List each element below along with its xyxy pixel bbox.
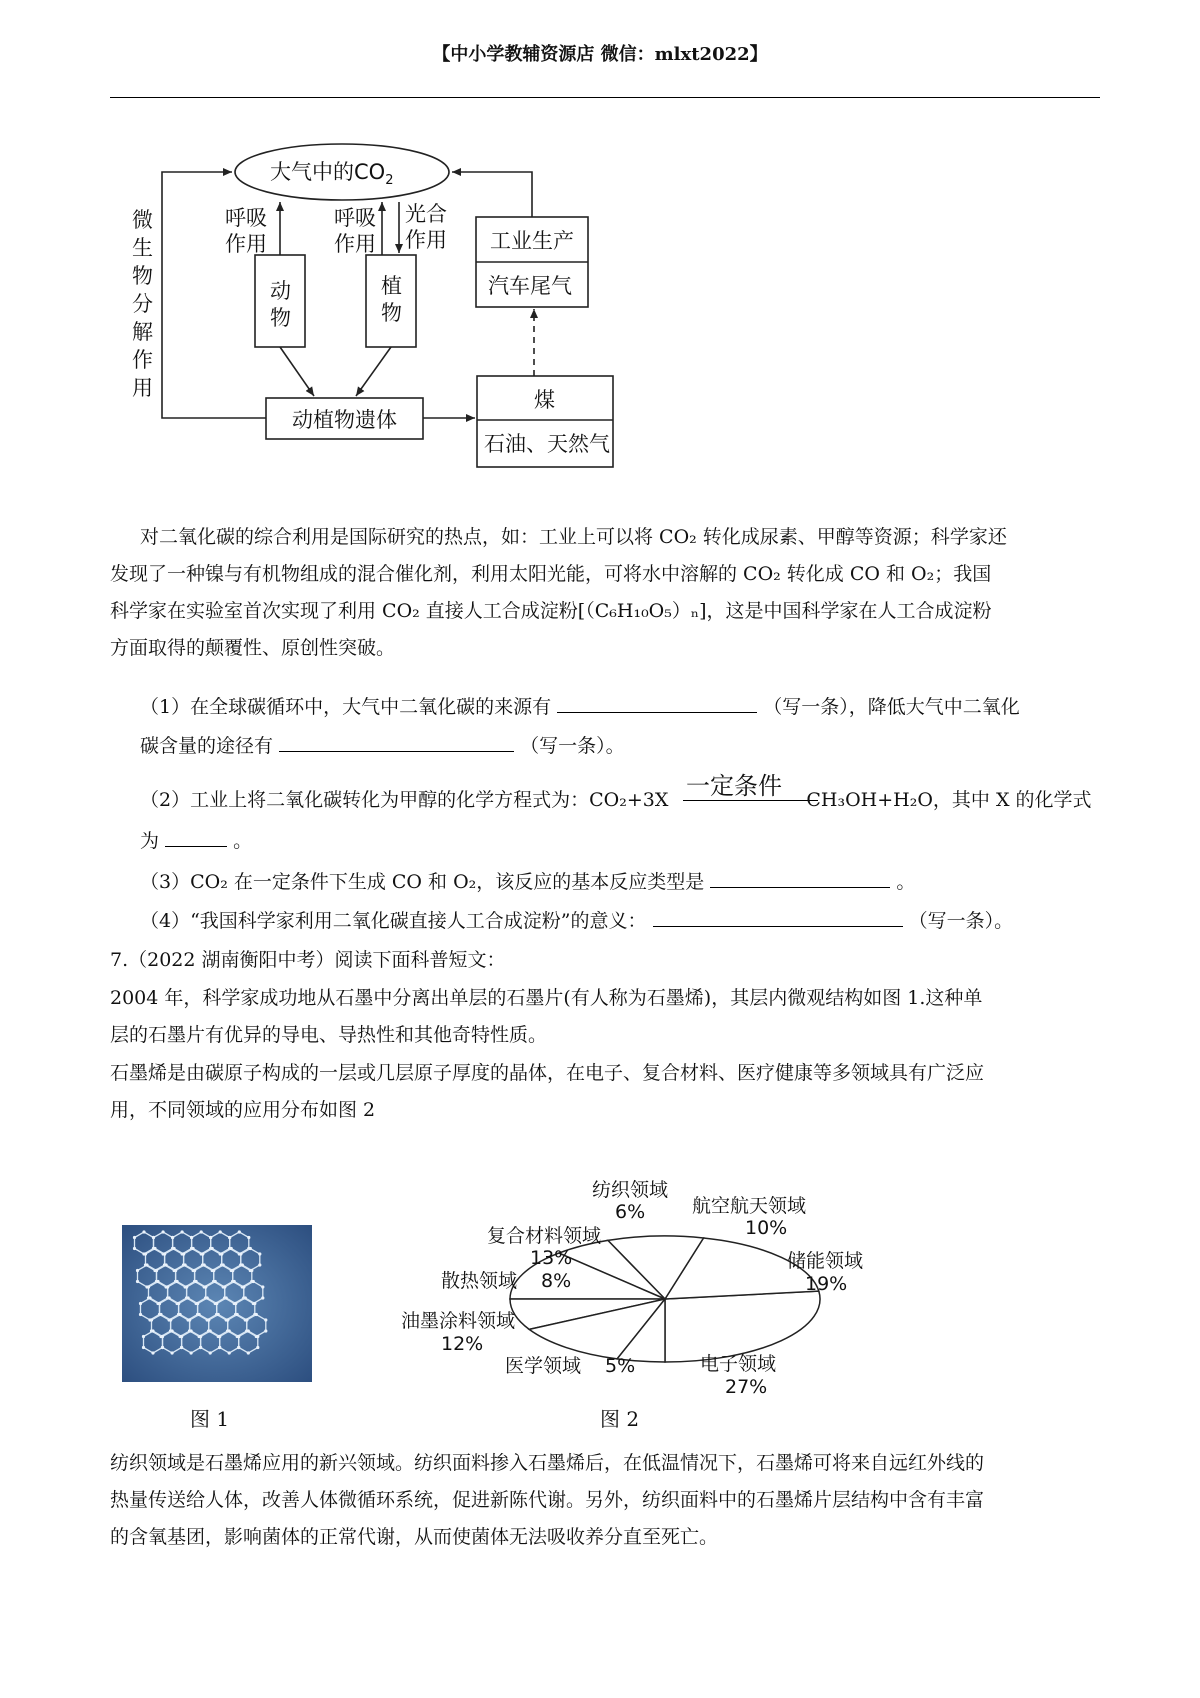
photosynthesis-label: 光合 bbox=[405, 202, 447, 226]
carbon-atom bbox=[153, 1247, 156, 1250]
carbon-cycle-diagram bbox=[120, 135, 680, 515]
text-line: 的含氧基团，影响菌体的正常代谢，从而使菌体无法吸收养分直至死亡。 bbox=[110, 1526, 719, 1548]
carbon-atom bbox=[152, 1236, 155, 1239]
carbon-atom bbox=[214, 1280, 217, 1283]
intro-paragraph bbox=[110, 519, 1100, 667]
answer-blank[interactable] bbox=[557, 696, 757, 713]
carbon-atom bbox=[222, 1263, 225, 1266]
plant-label: 植 bbox=[381, 274, 402, 298]
carbon-atom bbox=[237, 1335, 240, 1338]
carbon-atom bbox=[264, 1318, 267, 1321]
carbon-atom bbox=[171, 1351, 174, 1354]
carbon-atom bbox=[237, 1346, 240, 1349]
carbon-atom bbox=[256, 1335, 259, 1338]
carbon-atom bbox=[166, 1285, 169, 1288]
atmosphere-label: 大气中的$CO_2$ bbox=[270, 160, 394, 188]
carbon-atom bbox=[196, 1302, 199, 1305]
respiration-label: 作用 bbox=[225, 232, 267, 256]
text-line: 发现了一种镍与有机物组成的混合催化剂，利用太阳光能，可将水中溶解的 CO₂ 转化成 CO 和 O₂；我国 bbox=[110, 563, 992, 585]
carbon-atom bbox=[165, 1263, 168, 1266]
carbon-atom bbox=[252, 1280, 255, 1283]
carbon-atom bbox=[184, 1263, 187, 1266]
carbon-atom bbox=[180, 1346, 183, 1349]
carbon-atom bbox=[156, 1280, 159, 1283]
q7-paragraph-2 bbox=[110, 1055, 1100, 1129]
carbon-atom bbox=[247, 1236, 250, 1239]
carbon-atom bbox=[147, 1285, 150, 1288]
carbon-atom bbox=[169, 1318, 172, 1321]
carbon-atom bbox=[185, 1285, 188, 1288]
carbon-atom bbox=[161, 1346, 164, 1349]
oil-gas-label: 石油、天然气 bbox=[484, 432, 610, 456]
pie-label-composite: 复合材料领域 bbox=[487, 1225, 602, 1247]
carbon-atom bbox=[242, 1285, 245, 1288]
carbon-atom bbox=[187, 1296, 190, 1299]
carbon-atom bbox=[264, 1329, 267, 1332]
carbon-atom bbox=[247, 1351, 250, 1354]
carbon-atom bbox=[253, 1302, 256, 1305]
carbon-atom bbox=[231, 1269, 234, 1272]
carbon-atom bbox=[250, 1269, 253, 1272]
carbon-atom bbox=[190, 1351, 193, 1354]
text-line: 科学家在实验室首次实现了利用 CO₂ 直接人工合成淀粉[（C₆H₁₀O₅）ₙ]，这是中国科学家在人工合成淀粉 bbox=[110, 600, 992, 622]
carbon-atom bbox=[200, 1230, 203, 1233]
carbon-atom bbox=[173, 1247, 176, 1250]
carbon-atom bbox=[174, 1269, 177, 1272]
carbon-atom bbox=[209, 1351, 212, 1354]
graphene-structure-image bbox=[122, 1225, 312, 1382]
carbon-atom bbox=[245, 1318, 248, 1321]
carbon-atom bbox=[225, 1296, 228, 1299]
pie-label-electronics: 电子领域 bbox=[700, 1353, 777, 1375]
carbon-atom bbox=[261, 1285, 264, 1288]
carbon-atom bbox=[171, 1329, 174, 1332]
carbon-atom bbox=[163, 1252, 166, 1255]
carbon-atom bbox=[179, 1313, 182, 1316]
carbon-atom bbox=[256, 1346, 259, 1349]
carbon-atom bbox=[220, 1252, 223, 1255]
pie-slice-electronics bbox=[665, 1291, 820, 1362]
text-line: 用，不同领域的应用分布如图 2 bbox=[110, 1099, 376, 1121]
carbon-atom bbox=[199, 1335, 202, 1338]
carbon-atom bbox=[230, 1247, 233, 1250]
carbon-atom bbox=[159, 1313, 162, 1316]
microbe-char: 物 bbox=[132, 264, 153, 288]
question-1-line-1: （1）在全球碳循环中，大气中二氧化碳的来源有 （写一条），降低大气中二氧化 bbox=[140, 696, 1020, 718]
carbon-atom bbox=[223, 1285, 226, 1288]
carbon-atom bbox=[219, 1230, 222, 1233]
respiration-label: 呼吸 bbox=[225, 206, 267, 230]
carbon-atom bbox=[236, 1313, 239, 1316]
respiration-label: 呼吸 bbox=[334, 206, 376, 230]
carbon-atom bbox=[247, 1329, 250, 1332]
text-line: 层的石墨片有优异的导电、导热性和其他奇特性质。 bbox=[110, 1024, 548, 1046]
carbon-atom bbox=[148, 1296, 151, 1299]
carbon-atom bbox=[261, 1296, 264, 1299]
carbon-atom bbox=[195, 1280, 198, 1283]
carbon-atom bbox=[161, 1335, 164, 1338]
carbon-atom bbox=[139, 1313, 142, 1316]
plant-label: 物 bbox=[381, 301, 402, 325]
carbon-atom bbox=[158, 1302, 161, 1305]
carbon-atom bbox=[211, 1247, 214, 1250]
carbon-atom bbox=[255, 1313, 258, 1316]
animal-label: 物 bbox=[270, 306, 291, 330]
carbon-atom bbox=[218, 1335, 221, 1338]
header-rule bbox=[110, 97, 1100, 98]
pie-value-medical: 5% bbox=[605, 1355, 636, 1377]
microbe-char: 作 bbox=[132, 348, 153, 372]
question-1-line-2: 碳含量的途径有 （写一条）。 bbox=[140, 735, 625, 757]
carbon-atom bbox=[182, 1252, 185, 1255]
pie-value-energy-storage: 19% bbox=[805, 1273, 848, 1295]
plant-to-remains-arrow bbox=[356, 347, 391, 396]
photosynthesis-label: 作用 bbox=[405, 228, 447, 252]
carbon-atom bbox=[144, 1252, 147, 1255]
pie-label-textile: 纺织领域 bbox=[592, 1179, 669, 1201]
carbon-atom bbox=[198, 1313, 201, 1316]
text-line: 热量传送给人体，改善人体微循环系统，促进新陈代谢。另外，纺织面料中的石墨烯片层结构中含有丰富 bbox=[110, 1489, 985, 1511]
carbon-atom bbox=[190, 1329, 193, 1332]
carbon-atom bbox=[151, 1351, 154, 1354]
carbon-atom bbox=[212, 1269, 215, 1272]
carbon-atom bbox=[155, 1269, 158, 1272]
carbon-atom bbox=[209, 1236, 212, 1239]
answer-blank[interactable] bbox=[279, 735, 514, 752]
carbon-atom bbox=[136, 1280, 139, 1283]
carbon-atom bbox=[133, 1236, 136, 1239]
carbon-atom bbox=[238, 1230, 241, 1233]
pie-value-electronics: 27% bbox=[725, 1376, 768, 1397]
carbon-atom bbox=[150, 1318, 153, 1321]
respiration-label: 作用 bbox=[334, 232, 376, 256]
pie-value-ink-coating: 12% bbox=[441, 1333, 484, 1355]
page-header: 【中小学教辅资源店 微信：mlxt2022】 bbox=[432, 44, 768, 65]
microbe-char: 生 bbox=[132, 236, 153, 260]
carbon-atom bbox=[206, 1296, 209, 1299]
remains-label: 动植物遗体 bbox=[292, 408, 397, 432]
pie-label-energy-storage: 储能领域 bbox=[787, 1250, 864, 1272]
carbon-atom bbox=[171, 1236, 174, 1239]
question-3: （3）CO₂ 在一定条件下生成 CO 和 O₂，该反应的基本反应类型是 。 bbox=[140, 871, 916, 893]
carbon-atom bbox=[142, 1335, 145, 1338]
carbon-atom bbox=[218, 1346, 221, 1349]
carbon-atom bbox=[139, 1302, 142, 1305]
carbon-atom bbox=[176, 1280, 179, 1283]
carbon-atom bbox=[234, 1302, 237, 1305]
carbon-atom bbox=[226, 1318, 229, 1321]
pie-value-composite: 13% bbox=[530, 1247, 573, 1269]
carbon-atom bbox=[233, 1280, 236, 1283]
carbon-atom bbox=[241, 1263, 244, 1266]
carbon-atom bbox=[228, 1351, 231, 1354]
carbon-atom bbox=[203, 1263, 206, 1266]
carbon-atom bbox=[228, 1329, 231, 1332]
carbon-atom bbox=[162, 1230, 165, 1233]
carbon-atom bbox=[181, 1230, 184, 1233]
carbon-atom bbox=[142, 1346, 145, 1349]
exhaust-label: 汽车尾气 bbox=[488, 274, 572, 298]
text-line: 纺织领域是石墨烯应用的新兴领域。纺织面料掺入石墨烯后，在低温情况下，石墨烯可将来自远红外线的 bbox=[110, 1452, 985, 1474]
microbe-char: 用 bbox=[132, 376, 153, 400]
carbon-atom bbox=[145, 1263, 148, 1266]
carbon-atom bbox=[244, 1296, 247, 1299]
carbon-atom bbox=[133, 1247, 136, 1250]
carbon-atom bbox=[201, 1252, 204, 1255]
question-2-line-2: 为 。 bbox=[140, 830, 253, 852]
industry-label: 工业生产 bbox=[490, 229, 574, 253]
carbon-atom bbox=[136, 1269, 139, 1272]
carbon-atom bbox=[258, 1263, 261, 1266]
figure-2-caption: 图 2 bbox=[600, 1407, 640, 1431]
q7-paragraph-1 bbox=[110, 980, 1100, 1054]
figure-1-caption: 图 1 bbox=[190, 1407, 230, 1431]
text-line: 对二氧化碳的综合利用是国际研究的热点，如：工业上可以将 CO₂ 转化成尿素、甲醇等资源；科学家还 bbox=[140, 526, 1007, 548]
pie-value-heat-dissipation: 8% bbox=[541, 1270, 572, 1292]
carbon-atom bbox=[207, 1318, 210, 1321]
pie-label-ink-coating: 油墨涂料领域 bbox=[401, 1310, 516, 1332]
text-line: 方面取得的颠覆性、原创性突破。 bbox=[110, 637, 396, 659]
question-4: （4）“我国科学家利用二氧化碳直接人工合成淀粉”的意义： （写一条）。 bbox=[140, 910, 1014, 932]
q7-paragraph-3 bbox=[110, 1445, 1100, 1556]
carbon-atom bbox=[151, 1329, 154, 1332]
carbon-atom bbox=[228, 1236, 231, 1239]
answer-blank[interactable] bbox=[653, 910, 903, 927]
carbon-atom bbox=[193, 1269, 196, 1272]
question-2-line-1: （2）工业上将二氧化碳转化为甲醇的化学方程式为：CO₂+3X CH₃OH+H₂O，其中 X 的化学式 bbox=[140, 789, 1092, 811]
microbe-char: 分 bbox=[132, 292, 153, 316]
answer-blank[interactable] bbox=[165, 830, 227, 847]
carbon-atom bbox=[180, 1335, 183, 1338]
microbe-char: 微 bbox=[132, 208, 153, 232]
pie-label-medical: 医学领域 bbox=[505, 1355, 582, 1377]
carbon-atom bbox=[249, 1247, 252, 1250]
animal-to-remains-arrow bbox=[280, 347, 314, 396]
carbon-atom bbox=[209, 1329, 212, 1332]
application-pie-chart bbox=[395, 1172, 895, 1397]
microbe-char: 解 bbox=[132, 320, 153, 344]
carbon-atom bbox=[168, 1296, 171, 1299]
carbon-atom bbox=[215, 1302, 218, 1305]
text-line: 石墨烯是由碳原子构成的一层或几层原子厚度的晶体，在电子、复合材料、医疗健康等多领域具有广泛应 bbox=[110, 1062, 985, 1084]
carbon-atom bbox=[142, 1230, 145, 1233]
carbon-atom bbox=[188, 1318, 191, 1321]
carbon-atom bbox=[177, 1302, 180, 1305]
carbon-atom bbox=[258, 1252, 261, 1255]
carbon-atom bbox=[192, 1247, 195, 1250]
carbon-atom bbox=[239, 1252, 242, 1255]
question-7-title: 7.（2022 湖南衡阳中考）阅读下面科普短文： bbox=[110, 949, 506, 971]
carbon-atom bbox=[204, 1285, 207, 1288]
carbon-atom bbox=[217, 1313, 220, 1316]
industry-emission-arrow bbox=[452, 172, 532, 217]
carbon-atom bbox=[190, 1236, 193, 1239]
answer-blank[interactable] bbox=[710, 871, 890, 888]
pie-value-textile: 6% bbox=[615, 1201, 646, 1223]
pie-label-aerospace: 航空航天领域 bbox=[692, 1195, 807, 1217]
coal-label: 煤 bbox=[534, 388, 555, 412]
text-line: 2004 年，科学家成功地从石墨中分离出单层的石墨片(有人称为石墨烯)，其层内微观结构如图 1.这种单 bbox=[110, 987, 983, 1009]
pie-label-heat-dissipation: 散热领域 bbox=[441, 1270, 518, 1292]
animal-label: 动 bbox=[270, 279, 291, 303]
carbon-atom bbox=[199, 1346, 202, 1349]
reaction-condition: 一定条件 bbox=[686, 772, 782, 800]
pie-value-aerospace: 10% bbox=[745, 1217, 788, 1239]
